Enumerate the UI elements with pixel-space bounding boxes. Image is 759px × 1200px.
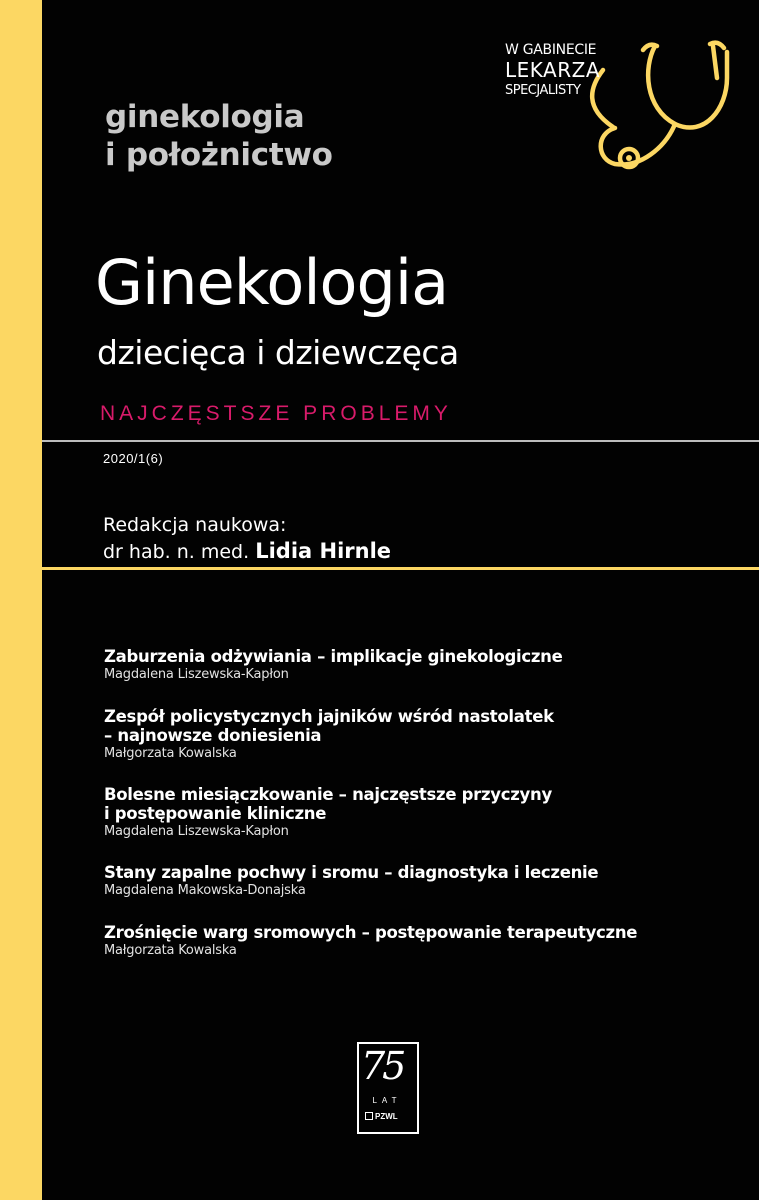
- logo-number: 75: [361, 1044, 404, 1088]
- issue-number: 2020/1(6): [103, 451, 164, 466]
- logo-lat: LAT: [372, 1096, 402, 1105]
- badge-line2: LEKARZA: [505, 58, 601, 82]
- toc-title: Zrośnięcie warg sromowych – postępowanie terapeutyczne: [104, 923, 638, 942]
- series-title-line1: ginekologia: [105, 99, 305, 135]
- editor-name: Lidia Hirnle: [255, 539, 392, 563]
- series-title-line2: i położnictwo: [105, 137, 333, 173]
- toc-author: Małgorzata Kowalska: [104, 943, 237, 958]
- editor-line: [103, 537, 391, 566]
- publisher-square-icon: [365, 1112, 373, 1120]
- toc-item: [104, 863, 598, 900]
- badge-line3: SPECJALISTY: [505, 83, 581, 98]
- toc-author: Małgorzata Kowalska: [104, 746, 237, 761]
- editor-prefix: dr hab. n. med.: [103, 541, 250, 563]
- toc-title: Bolesne miesiączkowanie – najczęstsze przyczyny: [104, 785, 552, 804]
- book-tagline: NAJCZĘSTSZE PROBLEMY: [100, 402, 452, 425]
- toc-author: Magdalena Liszewska-Kapłon: [104, 824, 289, 839]
- gold-divider-line: [42, 567, 759, 570]
- toc-item: [104, 647, 562, 684]
- divider-line: [42, 440, 759, 442]
- badge-line1: W GABINECIE: [505, 42, 597, 58]
- toc-title: Zespół policystycznych jajników wśród nastolatek: [104, 707, 554, 726]
- toc-title-continued: i postępowanie kliniczne: [104, 804, 327, 823]
- specialist-badge: [505, 38, 755, 188]
- toc-author: Magdalena Liszewska-Kapłon: [104, 667, 289, 682]
- series-title: [105, 98, 333, 174]
- yellow-spine-stripe: [0, 0, 42, 1200]
- toc-item: [104, 785, 552, 841]
- toc-title: Stany zapalne pochwy i sromu – diagnostyka i leczenie: [104, 863, 599, 882]
- toc-title-continued: – najnowsze doniesienia: [104, 726, 322, 745]
- toc-item: [104, 923, 637, 960]
- publisher-mark: [365, 1112, 413, 1122]
- toc-title: Zaburzenia odżywiania – implikacje ginekologiczne: [104, 647, 563, 666]
- book-title: Ginekologia: [95, 246, 449, 319]
- toc-item: [104, 707, 554, 763]
- toc-author: Magdalena Makowska-Donajska: [104, 883, 306, 898]
- publisher-anniversary-logo: [357, 1042, 421, 1138]
- book-subtitle: dziecięca i dziewczęca: [97, 333, 459, 372]
- publisher-name: PZWL: [375, 1112, 398, 1121]
- editor-label: Redakcja naukowa:: [103, 514, 287, 536]
